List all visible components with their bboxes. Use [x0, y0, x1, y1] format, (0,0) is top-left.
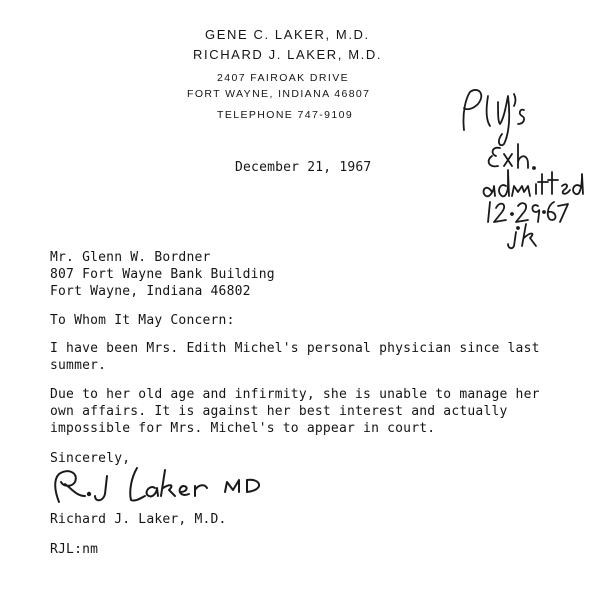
handwritten-signature	[45, 462, 280, 510]
recipient-name: Mr. Glenn W. Bordner	[50, 250, 211, 265]
letterhead-telephone: TELEPHONE 747-9109	[217, 109, 354, 121]
typist-initials: RJL:nm	[50, 542, 99, 557]
letterhead-address-street: 2407 FAIROAK DRIVE	[217, 72, 349, 84]
recipient-street: 807 Fort Wayne Bank Building	[50, 267, 275, 282]
signer-name: Richard J. Laker, M.D.	[50, 512, 227, 527]
letterhead-doctor-2: RICHARD J. LAKER, M.D.	[193, 47, 383, 62]
paragraph-1-line-2: summer.	[50, 358, 107, 373]
letterhead-doctor-1: GENE C. LAKER, M.D.	[205, 27, 370, 42]
recipient-city: Fort Wayne, Indiana 46802	[50, 284, 251, 299]
letterhead-address-city: FORT WAYNE, INDIANA 46807	[187, 88, 371, 100]
paragraph-2-line-2: own affairs. It is against her best interest and actually	[50, 404, 508, 419]
salutation: To Whom It May Concern:	[50, 313, 235, 328]
paragraph-2-line-1: Due to her old age and infirmity, she is unable to manage her	[50, 387, 540, 402]
paragraph-2-line-3: impossible for Mrs. Michel's to appear in court.	[50, 421, 436, 436]
closing: Sincerely,	[50, 451, 131, 466]
paragraph-1-line-1: I have been Mrs. Edith Michel's personal physician since last	[50, 341, 540, 356]
letter-date: December 21, 1967	[235, 160, 372, 175]
handwritten-exhibit-note	[440, 82, 590, 252]
